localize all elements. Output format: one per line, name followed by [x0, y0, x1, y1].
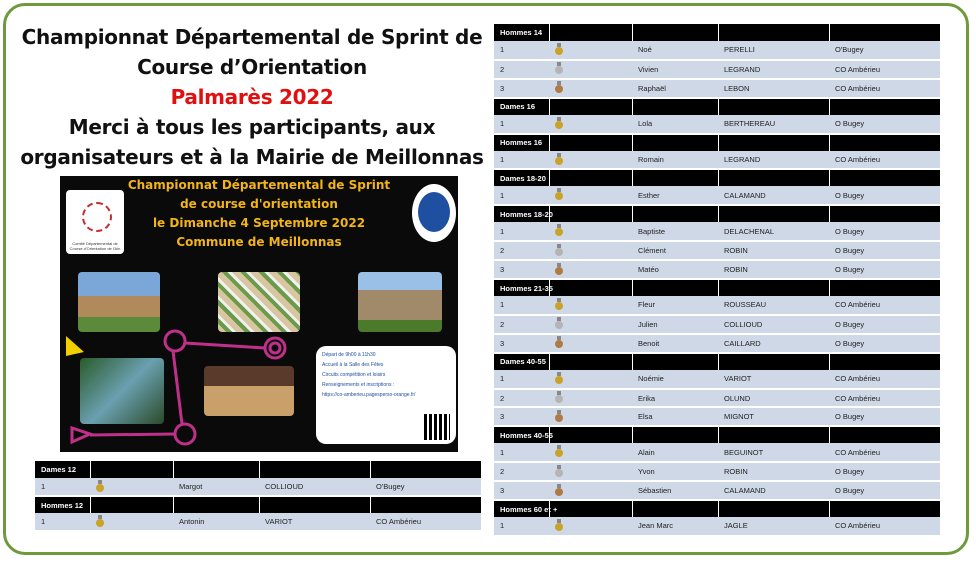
last-name-cell: COLLIOUD [718, 315, 829, 334]
medal-cell [549, 151, 632, 170]
rank-cell: 2 [494, 60, 549, 79]
bronze-medal-icon [555, 410, 563, 422]
category-header-row [35, 496, 481, 513]
result-row [35, 478, 481, 496]
last-name-cell: MIGNOT [718, 407, 829, 426]
result-row [494, 370, 940, 389]
result-row [494, 151, 940, 170]
result-row [494, 407, 940, 426]
club-cell: CO Ambérieu [370, 513, 481, 531]
logo-caption: Comité Départemental de Course d'Orientation de l'Ain [69, 241, 121, 251]
first-name-cell: Raphaël [632, 79, 718, 98]
first-name-cell: Romain [632, 151, 718, 170]
bronze-medal-icon [555, 336, 563, 348]
club-cell: CO Ambérieu [829, 443, 940, 462]
medal-cell [549, 407, 632, 426]
results-table-right [494, 24, 940, 537]
first-name-cell: Julien [632, 315, 718, 334]
result-row [494, 79, 940, 98]
medal-cell [549, 481, 632, 500]
club-cell: CO Ambérieu [829, 296, 940, 315]
poster-title-4: Commune de Meillonnas [176, 235, 342, 249]
info-line-3: Circuits compétition et loisirs [322, 372, 386, 378]
medal-cell [90, 513, 173, 531]
first-name-cell: Fleur [632, 296, 718, 315]
info-line-2: Accueil à la Salle des Fêtes [322, 362, 384, 368]
medal-cell [549, 222, 632, 241]
last-name-cell: BEGUINOT [718, 443, 829, 462]
category-label: Dames 16 [494, 98, 549, 115]
category-label: Hommes 18-20 [494, 205, 549, 222]
gold-medal-icon [96, 480, 104, 492]
last-name-cell: ROUSSEAU [718, 296, 829, 315]
rank-cell: 1 [494, 517, 549, 536]
bronze-medal-icon [555, 484, 563, 496]
first-name-cell: Erika [632, 389, 718, 408]
poster-title-1: Championnat Départemental de Sprint [127, 178, 391, 192]
first-name-cell: Matéo [632, 260, 718, 279]
club-cell: O Bugey [829, 260, 940, 279]
club-cell: O Bugey [829, 222, 940, 241]
last-name-cell: COLLIOUD [259, 478, 370, 496]
silver-medal-icon [555, 244, 563, 256]
club-cell: O'Bugey [829, 41, 940, 60]
medal-cell [549, 462, 632, 481]
first-name-cell: Lola [632, 115, 718, 134]
rank-cell: 1 [494, 370, 549, 389]
club-cell: CO Ambérieu [829, 370, 940, 389]
category-label: Hommes 40-55 [494, 426, 549, 443]
first-name-cell: Antonin [173, 513, 259, 531]
medal-cell [549, 315, 632, 334]
rank-cell: 1 [494, 151, 549, 170]
first-name-cell: Esther [632, 186, 718, 205]
result-row [494, 296, 940, 315]
result-row [494, 260, 940, 279]
heading-line-4: Merci à tous les participants, aux [68, 115, 436, 139]
category-header-row [494, 500, 940, 517]
first-name-cell: Benoit [632, 334, 718, 353]
rank-cell: 3 [494, 407, 549, 426]
category-header-row [494, 169, 940, 186]
medal-cell [549, 60, 632, 79]
last-name-cell: ROBIN [718, 260, 829, 279]
poster-title-2: de course d'orientation [180, 197, 338, 211]
result-row [494, 241, 940, 260]
last-name-cell: DELACHENAL [718, 222, 829, 241]
medal-cell [549, 517, 632, 536]
info-line-5: https://co-amberieu.pagesperso-orange.fr/ [322, 392, 416, 398]
result-row [35, 513, 481, 531]
result-row [494, 186, 940, 205]
club-cell: O Bugey [829, 315, 940, 334]
medal-cell [549, 389, 632, 408]
result-row [494, 443, 940, 462]
rank-cell: 1 [35, 513, 90, 531]
gold-medal-icon [555, 445, 563, 457]
result-row [494, 334, 940, 353]
bronze-medal-icon [555, 263, 563, 275]
info-line-1: Départ de 9h00 à 11h30 [322, 352, 376, 358]
bronze-medal-icon [555, 81, 563, 93]
club-cell: O Bugey [829, 241, 940, 260]
category-header-row [494, 353, 940, 370]
medal-cell [549, 370, 632, 389]
last-name-cell: JAGLE [718, 517, 829, 536]
category-label: Hommes 16 [494, 134, 549, 151]
gold-medal-icon [555, 224, 563, 236]
rank-cell: 3 [494, 481, 549, 500]
category-label: Dames 40-55 [494, 353, 549, 370]
qr-code-icon [424, 414, 450, 440]
category-header-row [494, 426, 940, 443]
first-name-cell: Vivien [632, 60, 718, 79]
gold-medal-icon [555, 298, 563, 310]
rank-cell: 2 [494, 389, 549, 408]
category-header-row [494, 98, 940, 115]
category-label: Hommes 14 [494, 24, 549, 41]
rank-cell: 1 [494, 296, 549, 315]
club-cell: CO Ambérieu [829, 151, 940, 170]
gold-medal-icon [555, 372, 563, 384]
first-name-cell: Margot [173, 478, 259, 496]
result-row [494, 389, 940, 408]
category-header-row [494, 134, 940, 151]
heading-line-5: organisateurs et à la Mairie de Meillonnas [20, 145, 484, 169]
last-name-cell: OLUND [718, 389, 829, 408]
result-row [494, 60, 940, 79]
club-cell: CO Ambérieu [829, 389, 940, 408]
medal-cell [549, 79, 632, 98]
first-name-cell: Elsa [632, 407, 718, 426]
rank-cell: 2 [494, 462, 549, 481]
club-cell: CO Ambérieu [829, 517, 940, 536]
rank-cell: 2 [494, 241, 549, 260]
rank-cell: 1 [494, 41, 549, 60]
category-header-row [494, 24, 940, 41]
gold-medal-icon [555, 117, 563, 129]
category-label: Hommes 60 et + [494, 500, 549, 517]
rank-cell: 1 [494, 115, 549, 134]
first-name-cell: Baptiste [632, 222, 718, 241]
medal-cell [549, 115, 632, 134]
medal-cell [549, 334, 632, 353]
rank-cell: 3 [494, 260, 549, 279]
rank-cell: 3 [494, 334, 549, 353]
first-name-cell: Noémie [632, 370, 718, 389]
rank-cell: 1 [35, 478, 90, 496]
category-label: Hommes 12 [35, 496, 90, 513]
result-row [494, 222, 940, 241]
last-name-cell: LEGRAND [718, 151, 829, 170]
poster-title-3: le Dimanche 4 Septembre 2022 [152, 216, 366, 230]
club-cell: CO Ambérieu [829, 60, 940, 79]
result-row [494, 41, 940, 60]
category-label: Dames 12 [35, 461, 90, 478]
medal-cell [549, 241, 632, 260]
heading-line-2: Course d’Orientation [137, 55, 367, 79]
results-table-left [35, 461, 481, 532]
category-label: Dames 18-20 [494, 169, 549, 186]
category-label: Hommes 21-35 [494, 279, 549, 296]
heading-line-1: Championnat Départemental de Sprint de [21, 25, 483, 49]
gold-medal-icon [555, 43, 563, 55]
club-cell: O Bugey [829, 407, 940, 426]
last-name-cell: ROBIN [718, 241, 829, 260]
info-line-4: Renseignements et inscriptions : [322, 382, 395, 388]
medal-cell [549, 186, 632, 205]
result-row [494, 115, 940, 134]
gold-medal-icon [555, 153, 563, 165]
last-name-cell: LEGRAND [718, 60, 829, 79]
event-poster [60, 176, 458, 452]
first-name-cell: Jean Marc [632, 517, 718, 536]
result-row [494, 517, 940, 536]
result-row [494, 462, 940, 481]
last-name-cell: VARIOT [259, 513, 370, 531]
rank-cell: 1 [494, 186, 549, 205]
last-name-cell: VARIOT [718, 370, 829, 389]
club-cell: O Bugey [829, 186, 940, 205]
medal-cell [549, 443, 632, 462]
gold-medal-icon [555, 188, 563, 200]
first-name-cell: Sébastien [632, 481, 718, 500]
rank-cell: 1 [494, 222, 549, 241]
last-name-cell: CAILLARD [718, 334, 829, 353]
club-cell: O Bugey [829, 334, 940, 353]
heading-palmares: Palmarès 2022 [170, 85, 334, 109]
result-row [494, 315, 940, 334]
rank-cell: 2 [494, 315, 549, 334]
last-name-cell: CALAMAND [718, 186, 829, 205]
last-name-cell: CALAMAND [718, 481, 829, 500]
category-header-row [494, 279, 940, 296]
first-name-cell: Clément [632, 241, 718, 260]
silver-medal-icon [555, 317, 563, 329]
medal-cell [549, 260, 632, 279]
page-heading [20, 22, 484, 172]
silver-medal-icon [555, 62, 563, 74]
result-row [494, 481, 940, 500]
silver-medal-icon [555, 465, 563, 477]
club-cell: O Bugey [829, 115, 940, 134]
medal-cell [549, 41, 632, 60]
category-header-row [494, 205, 940, 222]
medal-cell [549, 296, 632, 315]
first-name-cell: Noé [632, 41, 718, 60]
first-name-cell: Yvon [632, 462, 718, 481]
club-cell: CO Ambérieu [829, 79, 940, 98]
gold-medal-icon [555, 519, 563, 531]
medal-cell [90, 478, 173, 496]
rank-cell: 3 [494, 79, 549, 98]
club-cell: O Bugey [829, 481, 940, 500]
last-name-cell: ROBIN [718, 462, 829, 481]
first-name-cell: Alain [632, 443, 718, 462]
silver-medal-icon [555, 391, 563, 403]
category-header-row [35, 461, 481, 478]
last-name-cell: BERTHEREAU [718, 115, 829, 134]
rank-cell: 1 [494, 443, 549, 462]
club-cell: O'Bugey [370, 478, 481, 496]
last-name-cell: LEBON [718, 79, 829, 98]
last-name-cell: PERELLI [718, 41, 829, 60]
gold-medal-icon [96, 515, 104, 527]
club-cell: O Bugey [829, 462, 940, 481]
